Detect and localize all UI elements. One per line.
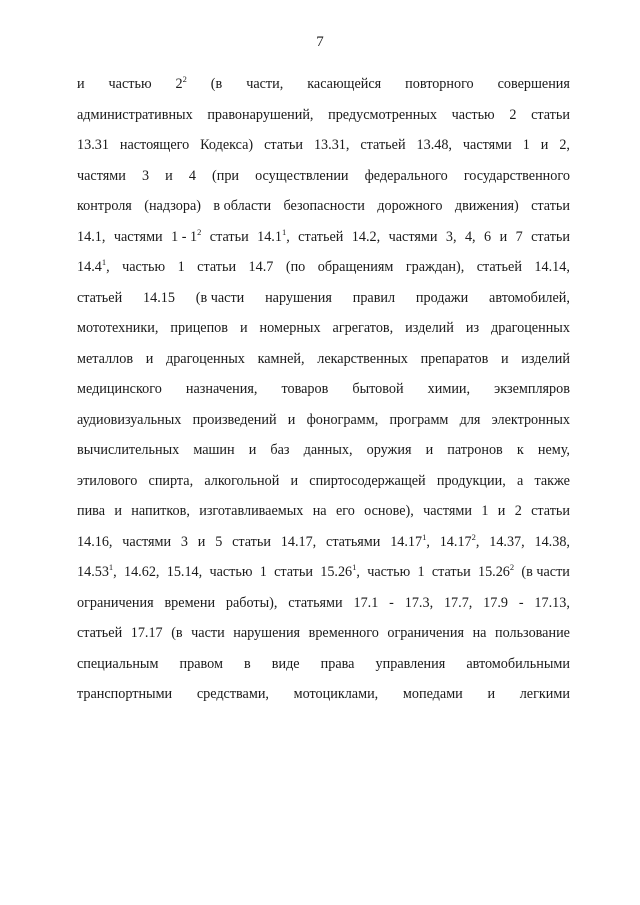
- text-word: и: [165, 167, 173, 184]
- text-word: оружия: [366, 442, 412, 458]
- text-word: баз: [270, 442, 290, 458]
- text-line: [77, 161, 570, 192]
- text-word: и: [487, 686, 496, 702]
- text-word: специальным: [77, 655, 159, 672]
- text-word: работы),: [225, 594, 278, 611]
- text-word: настоящего: [119, 137, 190, 153]
- text-word: статьей: [298, 228, 344, 245]
- text-word: повторного: [405, 76, 474, 92]
- text-word: касающейся: [307, 76, 382, 92]
- text-word: 1: [481, 503, 489, 519]
- text-word: 14.17,: [280, 533, 317, 550]
- text-word: 1: [522, 137, 530, 153]
- text-word: спиртосодержащей: [309, 472, 426, 489]
- text-line: [77, 618, 570, 649]
- text-word: 15.26$^2$: [477, 562, 515, 580]
- text-word: данных,: [303, 442, 353, 458]
- text-word: 14.14,: [534, 259, 570, 275]
- text-word: 1: [417, 564, 425, 580]
- text-word: 1: [177, 259, 185, 275]
- text-word: автомобильными: [466, 655, 570, 672]
- text-word: совершения: [497, 76, 570, 92]
- text-word: к: [516, 442, 524, 458]
- text-word: -: [518, 594, 524, 611]
- text-word: частью: [451, 106, 495, 123]
- text-word: 7: [515, 228, 523, 245]
- text-word: агрегатов,: [332, 320, 394, 336]
- text-word: контроля: [77, 198, 132, 214]
- text-word: 13.48,: [416, 137, 452, 153]
- text-word: номерных: [259, 320, 321, 336]
- text-word: 14.17$^2$,: [439, 531, 480, 550]
- text-word: также: [534, 472, 570, 489]
- text-word: и: [248, 442, 257, 458]
- text-line: [77, 557, 570, 588]
- text-word: статьи: [264, 137, 303, 153]
- text-line: [77, 283, 570, 314]
- text-word: времени: [164, 594, 216, 611]
- text-word: и: [500, 350, 509, 367]
- text-word: частью: [367, 564, 411, 580]
- text-word: административных: [77, 106, 193, 123]
- text-line: [77, 130, 570, 161]
- text-word: граждан),: [405, 259, 465, 275]
- text-word: статьей: [77, 289, 123, 306]
- text-line: [77, 374, 570, 405]
- text-word: статьи: [274, 564, 313, 580]
- text-word: статьи: [531, 198, 570, 214]
- text-word: 17.13,: [534, 594, 570, 611]
- text-word: временного: [308, 625, 379, 641]
- text-word: предусмотренных: [328, 106, 437, 123]
- text-line: [77, 679, 570, 710]
- text-word: на: [312, 503, 327, 519]
- text-line: [77, 649, 570, 680]
- text-word: нему,: [537, 442, 570, 458]
- text-word: -: [389, 594, 394, 611]
- text-word: 17.9: [483, 594, 508, 611]
- text-word: $2^2$: [175, 74, 187, 92]
- text-word: 17.3,: [404, 594, 434, 611]
- text-word: 14.37,: [489, 533, 525, 550]
- text-line: [77, 252, 570, 283]
- text-word: драгоценных: [166, 350, 245, 367]
- text-word: и: [290, 472, 299, 489]
- page-number: 7: [316, 34, 324, 50]
- text-word: и: [540, 137, 549, 153]
- text-word: программ: [389, 411, 449, 428]
- text-word: 17.17: [130, 625, 163, 641]
- text-word: статьями: [326, 533, 381, 550]
- text-line: [77, 527, 570, 558]
- text-word: (по: [285, 259, 306, 275]
- text-word: (в части: [195, 289, 245, 306]
- text-word: статьей: [360, 137, 406, 153]
- text-word: нарушения: [233, 625, 301, 641]
- text-word: (в части: [521, 564, 570, 580]
- text-word: 3: [141, 167, 150, 184]
- text-word: изделий: [405, 320, 454, 336]
- text-word: 2: [514, 503, 522, 519]
- text-word: 15.14,: [166, 564, 203, 580]
- text-word: 1: [259, 564, 267, 580]
- text-word: на: [472, 625, 487, 641]
- text-word: 14.15: [143, 289, 175, 306]
- text-line: [77, 466, 570, 497]
- text-word: частями: [77, 167, 126, 184]
- text-word: химии,: [427, 381, 471, 397]
- text-word: продажи: [415, 289, 469, 306]
- text-word: аудиовизуальных: [77, 411, 182, 428]
- text-word: 2: [509, 106, 517, 123]
- text-word: федерального: [364, 167, 448, 184]
- text-word: товаров: [281, 381, 329, 397]
- text-word: и: [239, 320, 248, 336]
- text-word: части,: [246, 76, 284, 92]
- text-word: ограничения: [387, 625, 465, 641]
- text-word: частью: [209, 564, 253, 580]
- text-word: частями: [113, 228, 163, 245]
- text-word: бытовой: [352, 381, 404, 397]
- text-word: патронов: [447, 442, 503, 458]
- text-word: из: [465, 320, 480, 336]
- text-word: мототехники,: [77, 320, 159, 336]
- text-word: нарушения: [265, 289, 332, 306]
- text-word: правом: [179, 655, 223, 672]
- text-word: для: [459, 411, 481, 428]
- text-word: 14.17$^1$,: [390, 531, 430, 550]
- text-word: управления: [375, 655, 446, 672]
- text-line: [77, 100, 570, 131]
- text-word: изготавливаемых: [199, 503, 304, 519]
- text-word: ограничения: [77, 594, 154, 611]
- text-word: основе),: [364, 503, 414, 519]
- text-word: экземпляров: [494, 381, 570, 397]
- text-word: движения): [454, 198, 519, 214]
- text-word: в: [244, 655, 251, 672]
- text-word: $1 - 1^2$: [171, 226, 202, 245]
- text-word: прицепов: [170, 320, 228, 336]
- text-word: 14.38,: [534, 533, 570, 550]
- text-word: части: [191, 625, 225, 641]
- text-word: пользование: [495, 625, 570, 641]
- text-word: статьи: [531, 106, 570, 123]
- text-word: 14.1$^1$,: [257, 226, 290, 245]
- text-word: и: [77, 76, 85, 92]
- text-word: статьи: [531, 503, 570, 519]
- text-word: назначения,: [185, 381, 258, 397]
- text-word: средствами,: [196, 686, 269, 702]
- text-word: частями: [423, 503, 472, 519]
- text-line: [77, 222, 570, 253]
- text-word: 15.26$^1$,: [320, 562, 360, 580]
- text-word: мопедами: [402, 686, 463, 702]
- text-word: частями: [462, 137, 512, 153]
- text-word: 14.7: [248, 259, 274, 275]
- text-word: алкогольной: [204, 472, 280, 489]
- text-word: этилового: [77, 472, 138, 489]
- text-word: Кодекса): [200, 137, 254, 153]
- text-word: частями: [388, 228, 438, 245]
- text-word: статьями: [288, 594, 343, 611]
- text-word: 4,: [464, 228, 476, 245]
- text-word: 14.4$^1$,: [77, 257, 110, 275]
- text-word: 13.31: [77, 137, 109, 153]
- text-word: автомобилей,: [489, 289, 570, 306]
- text-word: частями: [122, 533, 172, 550]
- text-word: 4: [188, 167, 196, 184]
- text-line: [77, 191, 570, 222]
- text-word: 17.7,: [443, 594, 473, 611]
- text-word: мотоциклами,: [293, 686, 379, 702]
- text-word: препаратов: [420, 350, 489, 367]
- text-word: правонарушений,: [207, 106, 314, 123]
- text-word: 5: [215, 533, 223, 550]
- text-word: 3,: [445, 228, 457, 245]
- text-word: обращениям: [317, 259, 394, 275]
- text-word: (при: [212, 167, 240, 184]
- text-word: права: [320, 655, 355, 672]
- text-word: электронных: [491, 411, 570, 428]
- text-word: его: [335, 503, 355, 519]
- text-word: 3: [180, 533, 188, 550]
- text-word: и: [145, 350, 154, 367]
- text-word: изделий: [521, 350, 570, 367]
- text-word: фонограмм,: [306, 411, 379, 428]
- text-word: и: [499, 228, 508, 245]
- text-word: 2,: [559, 137, 570, 153]
- text-line: [77, 344, 570, 375]
- text-word: безопасности: [283, 198, 365, 214]
- text-word: и: [287, 411, 296, 428]
- text-word: и: [425, 442, 434, 458]
- text-word: 6: [484, 228, 492, 245]
- text-word: дорожного: [377, 198, 443, 214]
- text-word: 14.2,: [351, 228, 381, 245]
- text-word: (в: [210, 76, 223, 92]
- text-word: осуществлении: [255, 167, 349, 184]
- text-word: статьи: [232, 533, 271, 550]
- text-word: транспортными: [77, 686, 173, 702]
- text-word: 14.53$^1$,: [77, 562, 117, 580]
- text-word: а: [516, 472, 524, 489]
- text-word: (надзора): [144, 198, 201, 214]
- text-line: [77, 435, 570, 466]
- text-word: в области: [213, 198, 272, 214]
- text-word: произведений: [192, 411, 277, 428]
- text-word: (в: [171, 625, 183, 641]
- text-word: и: [114, 503, 122, 519]
- text-word: частью: [122, 259, 166, 275]
- text-word: 14.62,: [123, 564, 160, 580]
- text-word: статьи: [531, 228, 570, 245]
- text-word: 17.1: [353, 594, 379, 611]
- text-word: статьи: [197, 259, 237, 275]
- document-body-text: [77, 69, 570, 710]
- text-line: [77, 69, 570, 100]
- text-word: виде: [271, 655, 300, 672]
- text-line: [77, 313, 570, 344]
- text-line: [77, 588, 570, 619]
- text-word: металлов: [77, 350, 134, 367]
- text-word: статьей: [476, 259, 522, 275]
- text-line: [77, 496, 570, 527]
- text-word: медицинского: [77, 381, 162, 397]
- text-word: частью: [108, 76, 152, 92]
- text-word: продукции,: [436, 472, 506, 489]
- text-word: 13.31,: [313, 137, 350, 153]
- text-word: 14.16,: [77, 533, 113, 550]
- text-word: спирта,: [148, 472, 194, 489]
- text-word: вычислительных: [77, 442, 180, 458]
- text-word: напитков,: [131, 503, 190, 519]
- text-word: и: [197, 533, 206, 550]
- text-word: машин: [193, 442, 235, 458]
- text-word: 14.1,: [77, 228, 106, 245]
- text-word: камней,: [257, 350, 305, 367]
- text-word: статьей: [77, 625, 123, 641]
- text-word: государственного: [463, 167, 570, 184]
- text-word: лекарственных: [317, 350, 408, 367]
- text-word: и: [497, 503, 506, 519]
- text-word: пива: [77, 503, 105, 519]
- text-word: статьи: [431, 564, 471, 580]
- text-word: правил: [352, 289, 396, 306]
- text-word: драгоценных: [491, 320, 570, 336]
- text-word: легкими: [519, 686, 570, 702]
- text-word: статьи: [209, 228, 249, 245]
- text-line: [77, 405, 570, 436]
